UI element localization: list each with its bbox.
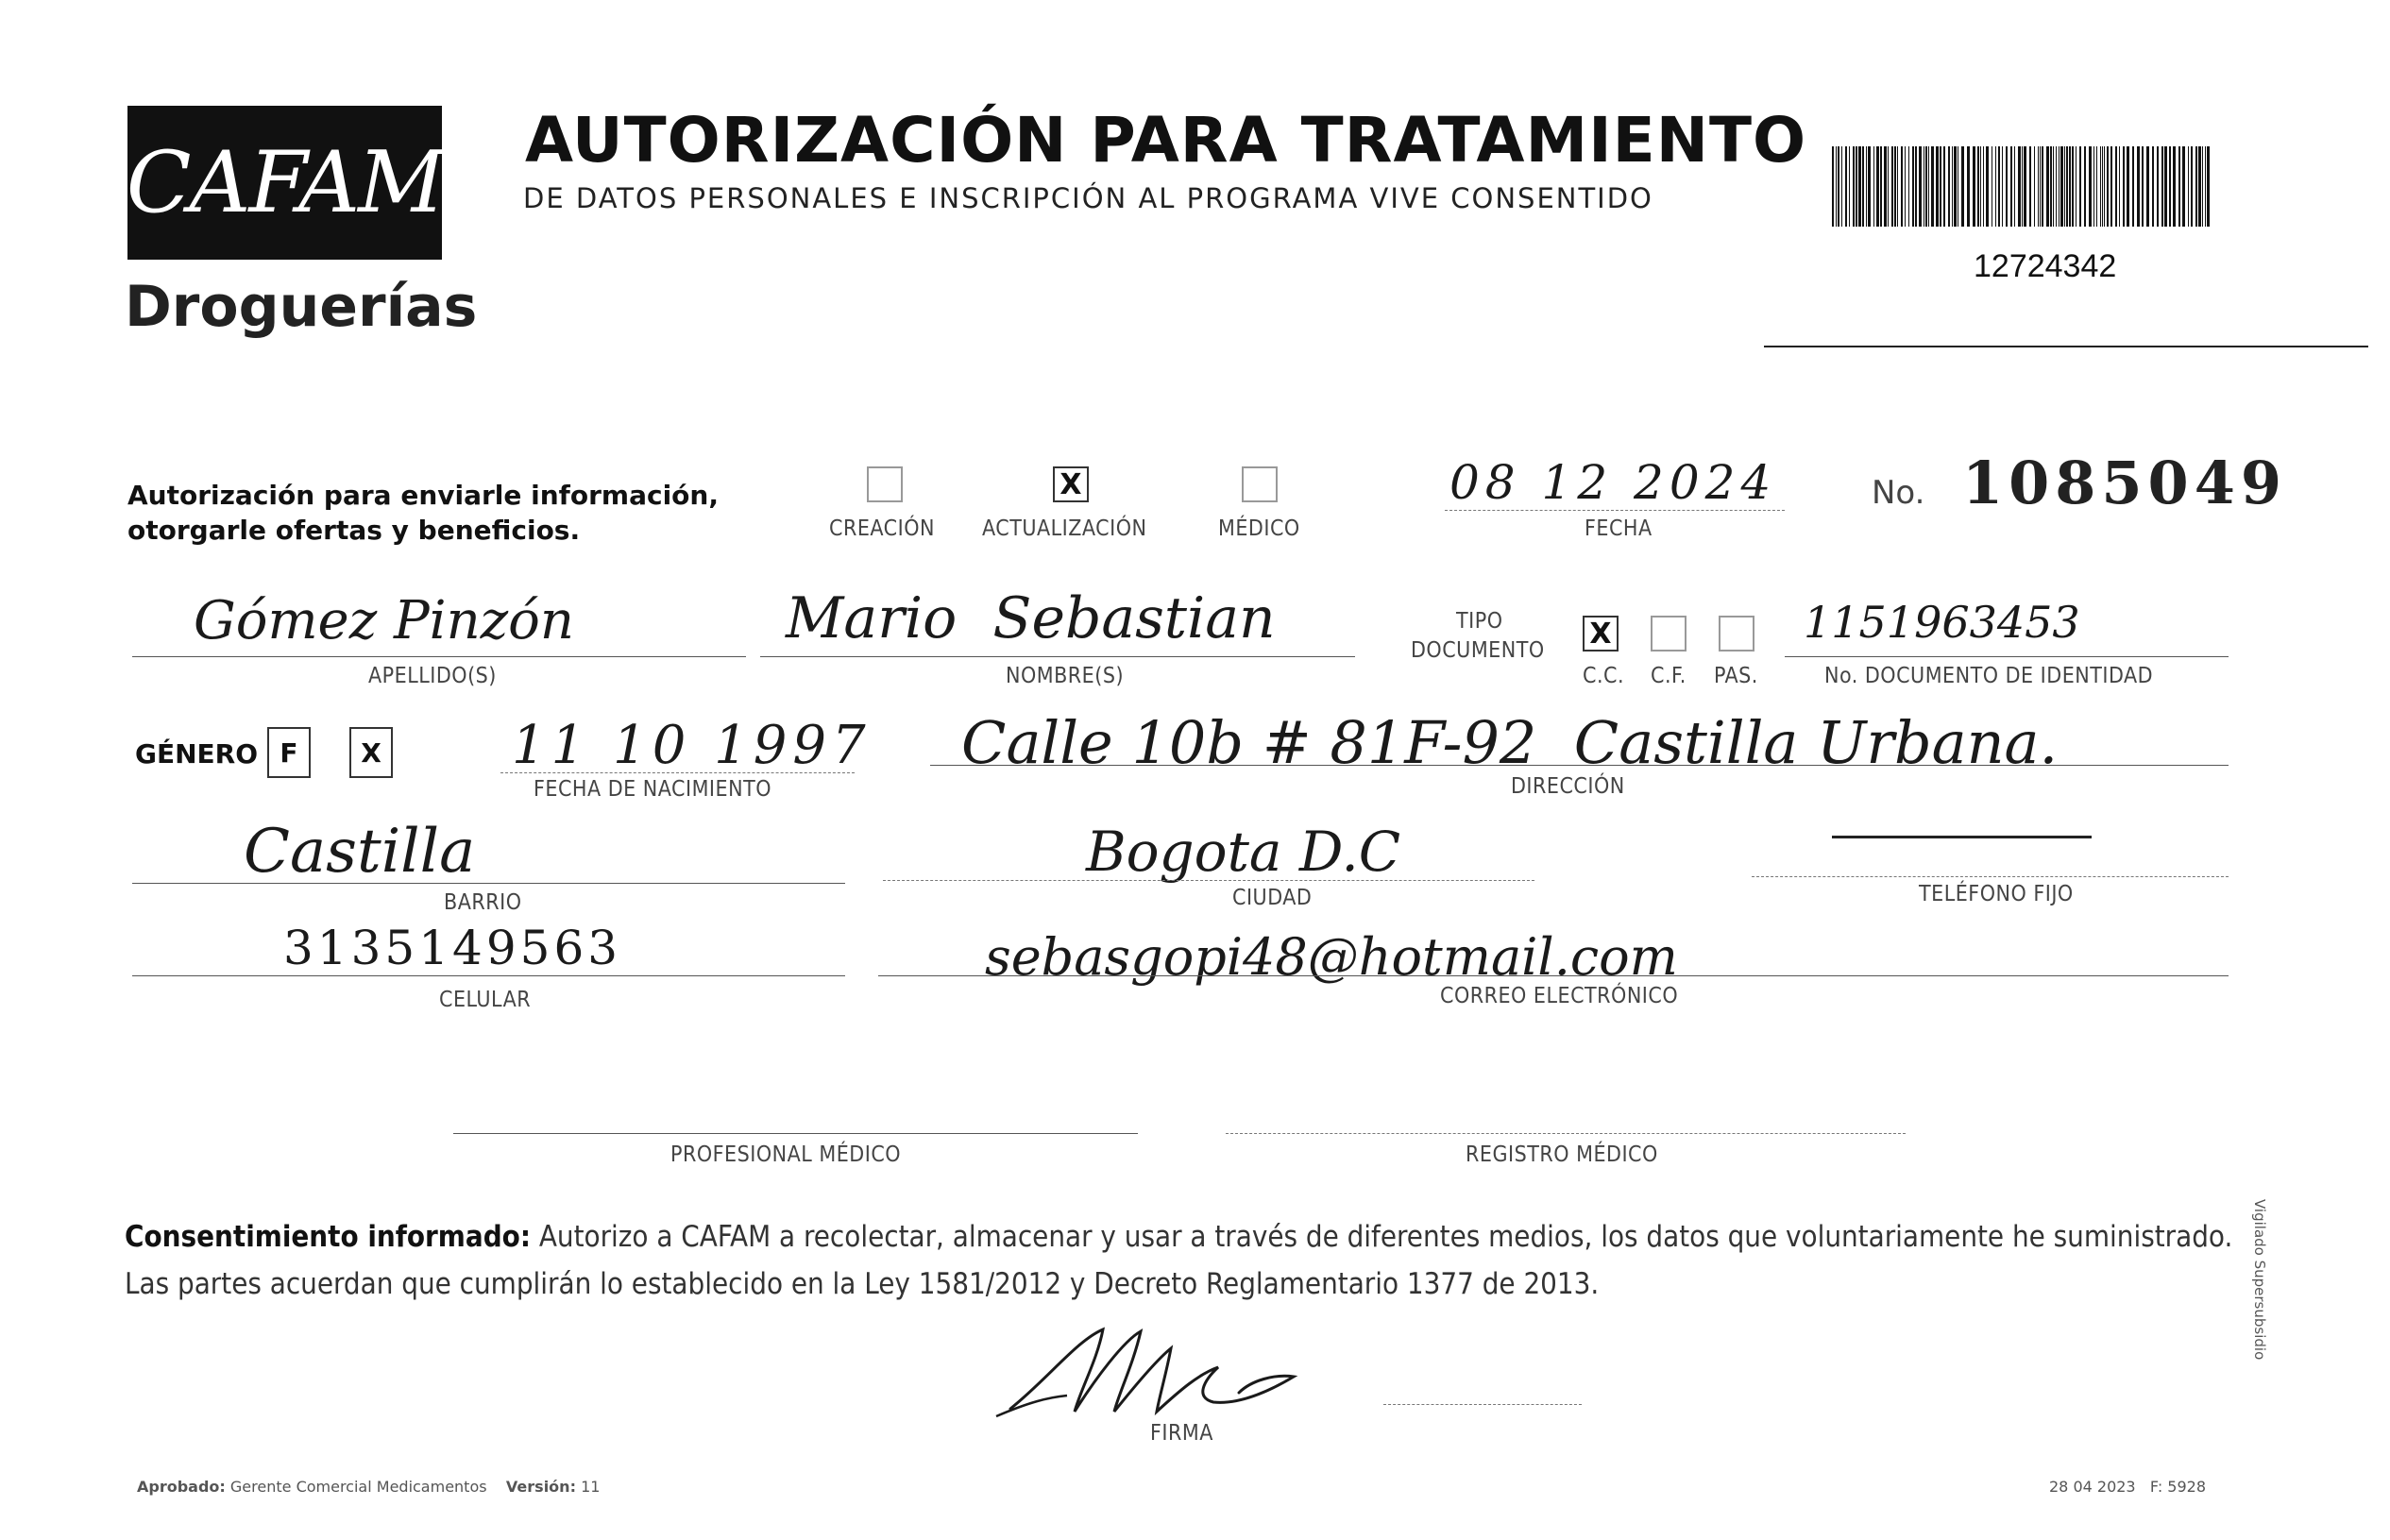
barcode-bar [2002,146,2003,227]
barcode-bar [1912,146,1914,227]
barcode-bar [2110,146,2112,227]
cf-checkbox[interactable] [1651,616,1687,652]
barcode-bar [2178,146,2180,227]
barcode-bar [2089,146,2092,227]
cc-checkbox[interactable]: X [1583,616,1619,652]
barcode-bar [1891,146,1893,227]
side-vigilado-text: Vigilado Supersubsidio [2251,1199,2268,1361]
barcode [1832,146,2210,227]
creacion-label: CREACIÓN [829,516,935,541]
ciudad-line [883,880,1534,881]
barrio-line [132,883,845,884]
form-number: 1085049 [1962,448,2287,517]
barcode-bar [1884,146,1887,227]
barcode-bar [2079,146,2081,227]
barcode-bar [1856,146,1857,227]
barcode-bar [1894,146,1896,227]
barcode-bar [1845,146,1847,227]
barcode-bar [1853,146,1855,227]
barcode-bar [2142,146,2144,227]
barcode-bar [2207,146,2210,227]
barcode-bar [1836,146,1837,227]
barcode-bar [1841,146,1842,227]
medico-label: MÉDICO [1218,516,1300,541]
barcode-bar [1915,146,1917,227]
nombres-line [760,656,1355,657]
barcode-bar [2056,146,2057,227]
barcode-bar [2034,146,2035,227]
barcode-bar [2014,146,2015,227]
barcode-bar [1876,146,1879,227]
barcode-bar [2123,146,2125,227]
registro-line [1226,1133,1906,1134]
barcode-bar [2137,146,2140,227]
aprobado-label: Aprobado: [137,1478,226,1496]
barcode-bar [1948,146,1950,227]
aprobado-value: Gerente Comercial Medicamentos [229,1478,487,1496]
documento-line [1785,656,2229,657]
barcode-bar [2010,146,2012,227]
barcode-bar [2182,146,2185,227]
correo-line [878,975,2229,976]
barcode-bar [1931,146,1934,227]
barcode-number: 12724342 [1974,248,2117,284]
celular-label: CELULAR [439,988,532,1012]
barcode-bar [2202,146,2203,227]
barcode-bar [2072,146,2074,227]
barcode-bar [1838,146,1839,227]
tipo-label-1: TIPO [1456,609,1503,634]
barcode-bar [1905,146,1906,227]
signature [992,1322,1331,1426]
fecha-line [1445,510,1785,511]
barcode-bar [2195,146,2197,227]
correo-label: CORREO ELECTRÓNICO [1440,984,1679,1008]
firma-label: FIRMA [1150,1421,1213,1446]
barcode-bar [1897,146,1898,227]
genero-f-checkbox[interactable]: F [267,727,311,778]
celular-value[interactable]: 3135149563 [283,921,622,975]
consent-text-1: Autorizo a CAFAM a recolectar, almacenar y usar a través de diferentes medios, los datos que voluntariamente he suministrado. [538,1220,2233,1254]
version-value: 11 [581,1478,601,1496]
cf-label: C.F. [1651,664,1687,688]
nombres-value[interactable]: Mario Sebastian [786,585,1276,652]
barcode-bar [2102,146,2103,227]
barcode-bar [2022,146,2023,227]
barcode-bar [1919,146,1922,227]
pas-label: PAS. [1714,664,1758,688]
cc-label: C.C. [1583,664,1625,688]
barcode-bar [2006,146,2008,227]
barcode-bar [1980,146,1981,227]
registro-label: REGISTRO MÉDICO [1466,1142,1658,1167]
barcode-bar [2100,146,2101,227]
barcode-bar [1866,146,1867,227]
telefono-stroke [1832,836,2092,838]
barcode-bar [1901,146,1903,227]
nacimiento-line [500,772,855,773]
barcode-bar [1888,146,1889,227]
barcode-bar [2029,146,2031,227]
medico-checkbox[interactable] [1242,466,1278,502]
telefono-line [1752,876,2229,877]
barrio-value[interactable]: Castilla [244,817,476,887]
apellidos-label: APELLIDO(S) [368,664,497,688]
barcode-bar [2096,146,2097,227]
barcode-bar [2164,146,2167,227]
barcode-bar [1995,146,1996,227]
correo-value[interactable]: sebasgopi48@hotmail.com [985,927,1678,987]
nacimiento-value[interactable]: 11 10 1997 [512,715,872,776]
barcode-bar [1998,146,2000,227]
barcode-bar [1973,146,1975,227]
barcode-bar [2053,146,2054,227]
consent-heading: Consentimiento informado: [125,1220,531,1254]
barcode-bar [2198,146,2201,227]
barcode-bar [1977,146,1979,227]
barcode-bar [2084,146,2086,227]
barcode-bar [2173,146,2176,227]
firma-line [1383,1404,1582,1405]
barcode-bar [1862,146,1864,227]
barcode-bar [2066,146,2068,227]
cafam-logo [127,106,442,260]
barcode-bar [1908,146,1909,227]
barcode-bar [2119,146,2120,227]
barcode-bar [2069,146,2071,227]
barcode-bar [1873,146,1874,227]
barcode-bar [2152,146,2154,227]
genero-label: GÉNERO [135,738,259,770]
no-label: No. [1872,474,1925,512]
barcode-bar [2093,146,2094,227]
barcode-bar [1925,146,1927,227]
logo-text: CAFAM [126,133,444,232]
barcode-bar [1983,146,1984,227]
profesional-label: PROFESIONAL MÉDICO [670,1142,902,1167]
telefono-label: TELÉFONO FIJO [1919,882,2074,906]
nacimiento-label: FECHA DE NACIMIENTO [534,777,771,802]
barcode-bar [2038,146,2039,227]
pas-checkbox[interactable] [1719,616,1754,652]
genero-m-checkbox[interactable]: X [349,727,393,778]
barcode-bar [1943,146,1945,227]
barcode-bar [1928,146,1929,227]
ciudad-value[interactable]: Bogota D.C [1086,820,1401,884]
barcode-bar [1936,146,1939,227]
barcode-bar [2050,146,2052,227]
barcode-bar [2024,146,2026,227]
footer-approval [137,1478,600,1496]
authorization-intro-2: otorgarle ofertas y beneficios. [127,515,581,546]
barcode-bar [2104,146,2105,227]
consent-block [125,1213,2259,1308]
barcode-bar [1940,146,1941,227]
barcode-bar [1986,146,1989,227]
barcode-bar [1858,146,1861,227]
authorization-intro-1: Autorización para enviarle información, [127,480,719,511]
footer-date-code: 28 04 2023 F: 5928 [2049,1478,2207,1496]
barcode-bar [2146,146,2149,227]
version-label: Versión: [505,1478,576,1496]
barcode-bar [1967,146,1970,227]
nombres-label: NOMBRE(S) [1006,664,1125,688]
direccion-value[interactable]: Calle 10b # 81F-92 Castilla Urbana. [961,708,2059,777]
celular-line [132,975,845,976]
barcode-bar [2046,146,2049,227]
barcode-bar [2191,146,2193,227]
direccion-label: DIRECCIÓN [1511,774,1625,799]
direccion-line [930,765,2229,766]
barcode-bar [2169,146,2171,227]
consent-text-2: Las partes acuerdan que cumplirán lo establecido en la Ley 1581/2012 y Decreto Reglamentario 1377 de 2013. [125,1267,1600,1301]
barcode-bar [2018,146,2021,227]
ciudad-label: CIUDAD [1232,886,1313,910]
barcode-bar [1849,146,1850,227]
form-title: AUTORIZACIÓN PARA TRATAMIENTO [525,104,1807,177]
brand-subtitle: Droguerías [125,274,478,340]
fecha-value[interactable]: 08 12 2024 [1449,455,1777,510]
barcode-bar [2040,146,2041,227]
fecha-label: FECHA [1585,516,1653,541]
barcode-bar [2132,146,2134,227]
actualizacion-label: ACTUALIZACIÓN [982,516,1147,541]
barcode-bar [2127,146,2129,227]
barcode-bar [2042,146,2043,227]
barcode-bar [2188,146,2189,227]
documento-value[interactable]: 1151963453 [1804,597,2080,648]
barcode-bar [1961,146,1964,227]
barcode-bar [1868,146,1871,227]
actualizacion-checkbox[interactable]: X [1053,466,1089,502]
barcode-bar [2205,146,2206,227]
barcode-bar [2115,146,2117,227]
consent-line-1 [125,1213,2259,1261]
barcode-bar [2161,146,2163,227]
apellidos-value[interactable]: Gómez Pinzón [194,590,574,652]
barcode-bar [2107,146,2109,227]
barcode-bar [1832,146,1834,227]
barcode-bar [1954,146,1957,227]
apellidos-line [132,656,746,657]
barcode-bar [1880,146,1882,227]
tipo-label-2: DOCUMENTO [1411,638,1545,663]
header-divider [1764,346,2368,347]
creacion-checkbox[interactable] [867,466,903,502]
form-subtitle: DE DATOS PERSONALES E INSCRIPCIÓN AL PROGRAMA VIVE CONSENTIDO [523,182,1653,214]
barcode-bar [2060,146,2063,227]
documento-label: No. DOCUMENTO DE IDENTIDAD [1824,664,2154,688]
barcode-bar [2157,146,2159,227]
barcode-bar [1952,146,1953,227]
barrio-label: BARRIO [444,890,522,915]
profesional-line [453,1133,1138,1134]
barcode-bar [2064,146,2065,227]
